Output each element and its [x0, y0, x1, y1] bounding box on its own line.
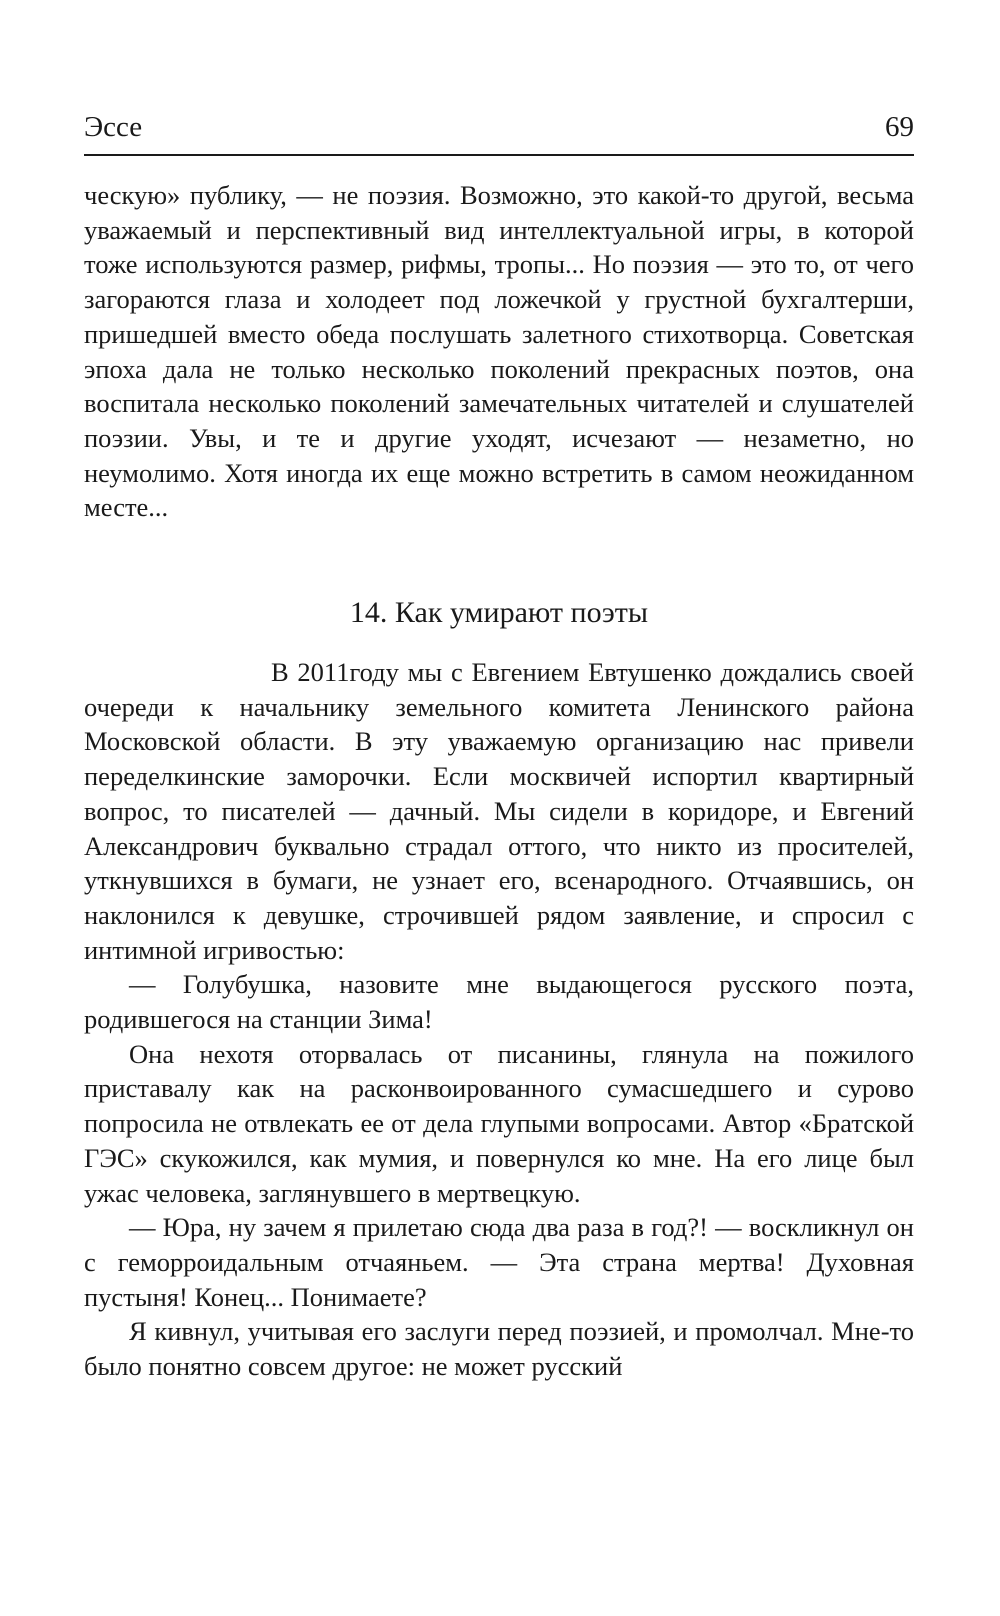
- page-body: [84, 178, 914, 1384]
- book-page: [84, 110, 914, 1384]
- chapter-paragraph: Она нехотя оторвалась от писанины, глянула на пожилого приставалу как на расконвоированного сумасшедшего и сурово попросила не отвлекать ее от дела глупыми вопросами. Автор «Братской ГЭС» скукожился, как мумия, и повернулся ко мне. На его лице был ужас человека, заглянувшего в мертвецкую.: [84, 1038, 914, 1208]
- page-number: 69: [885, 111, 914, 143]
- chapter-title: 14. Как умирают поэты: [349, 596, 649, 630]
- chapter-paragraph: — Голубушка, назовите мне выдающегося русского поэта, родившегося на станции Зима!: [84, 969, 914, 1035]
- chapter-paragraph: Я кивнул, учитывая его заслуги перед поэзией, и промолчал. Мне-то было понятно совсем другое: не может русский: [84, 1316, 914, 1382]
- running-head: [84, 110, 914, 156]
- chapter-paragraph: — Юра, ну зачем я прилетаю сюда два раза в год?! — воскликнул он с геморроидальным отчаяньем. — Эта страна мертва! Духовная пустыня! Конец... Понимаете?: [84, 1212, 914, 1312]
- intro-paragraph: ческую» публику, — не поэзия. Возможно, это какой-то другой, весьма уважаемый и перспективный вид интеллектуальной игры, в которой тоже используются размер, рифмы, тропы... Но поэзия — это то, от чего загораются глаза и холодеет под ложечкой у грустной бухгалтерши, пришедшей вместо обеда послушать залетного стихотворца. Советская эпоха дала не только несколько поколений прекрасных поэтов, она воспитала несколько поколений замечательных читателей и слушателей поэзии. Увы, и те и другие уходят, исчезают — незаметно, но неумолимо. Хотя иногда их еще можно встретить в самом неожиданном месте...: [84, 180, 914, 523]
- section-title: Эссе: [84, 111, 143, 143]
- chapter-paragraph: В 2011году мы с Евгением Евтушенко дождались своей очереди к начальнику земельного комитета Ленинского района Московской области. В эту уважаемую организацию нас привели переделкинские заморочки. Если москвичей испортил квартирный вопрос, то писателей — дачный. Мы сидели в коридоре, и Евгений Александрович буквально страдал оттого, что никто из просителей, уткнувшихся в бумаги, не узнает его, всенародного. Отчаявшись, он наклонился к девушке, строчившей рядом заявление, и спросил с интимной игривостью:: [84, 657, 914, 965]
